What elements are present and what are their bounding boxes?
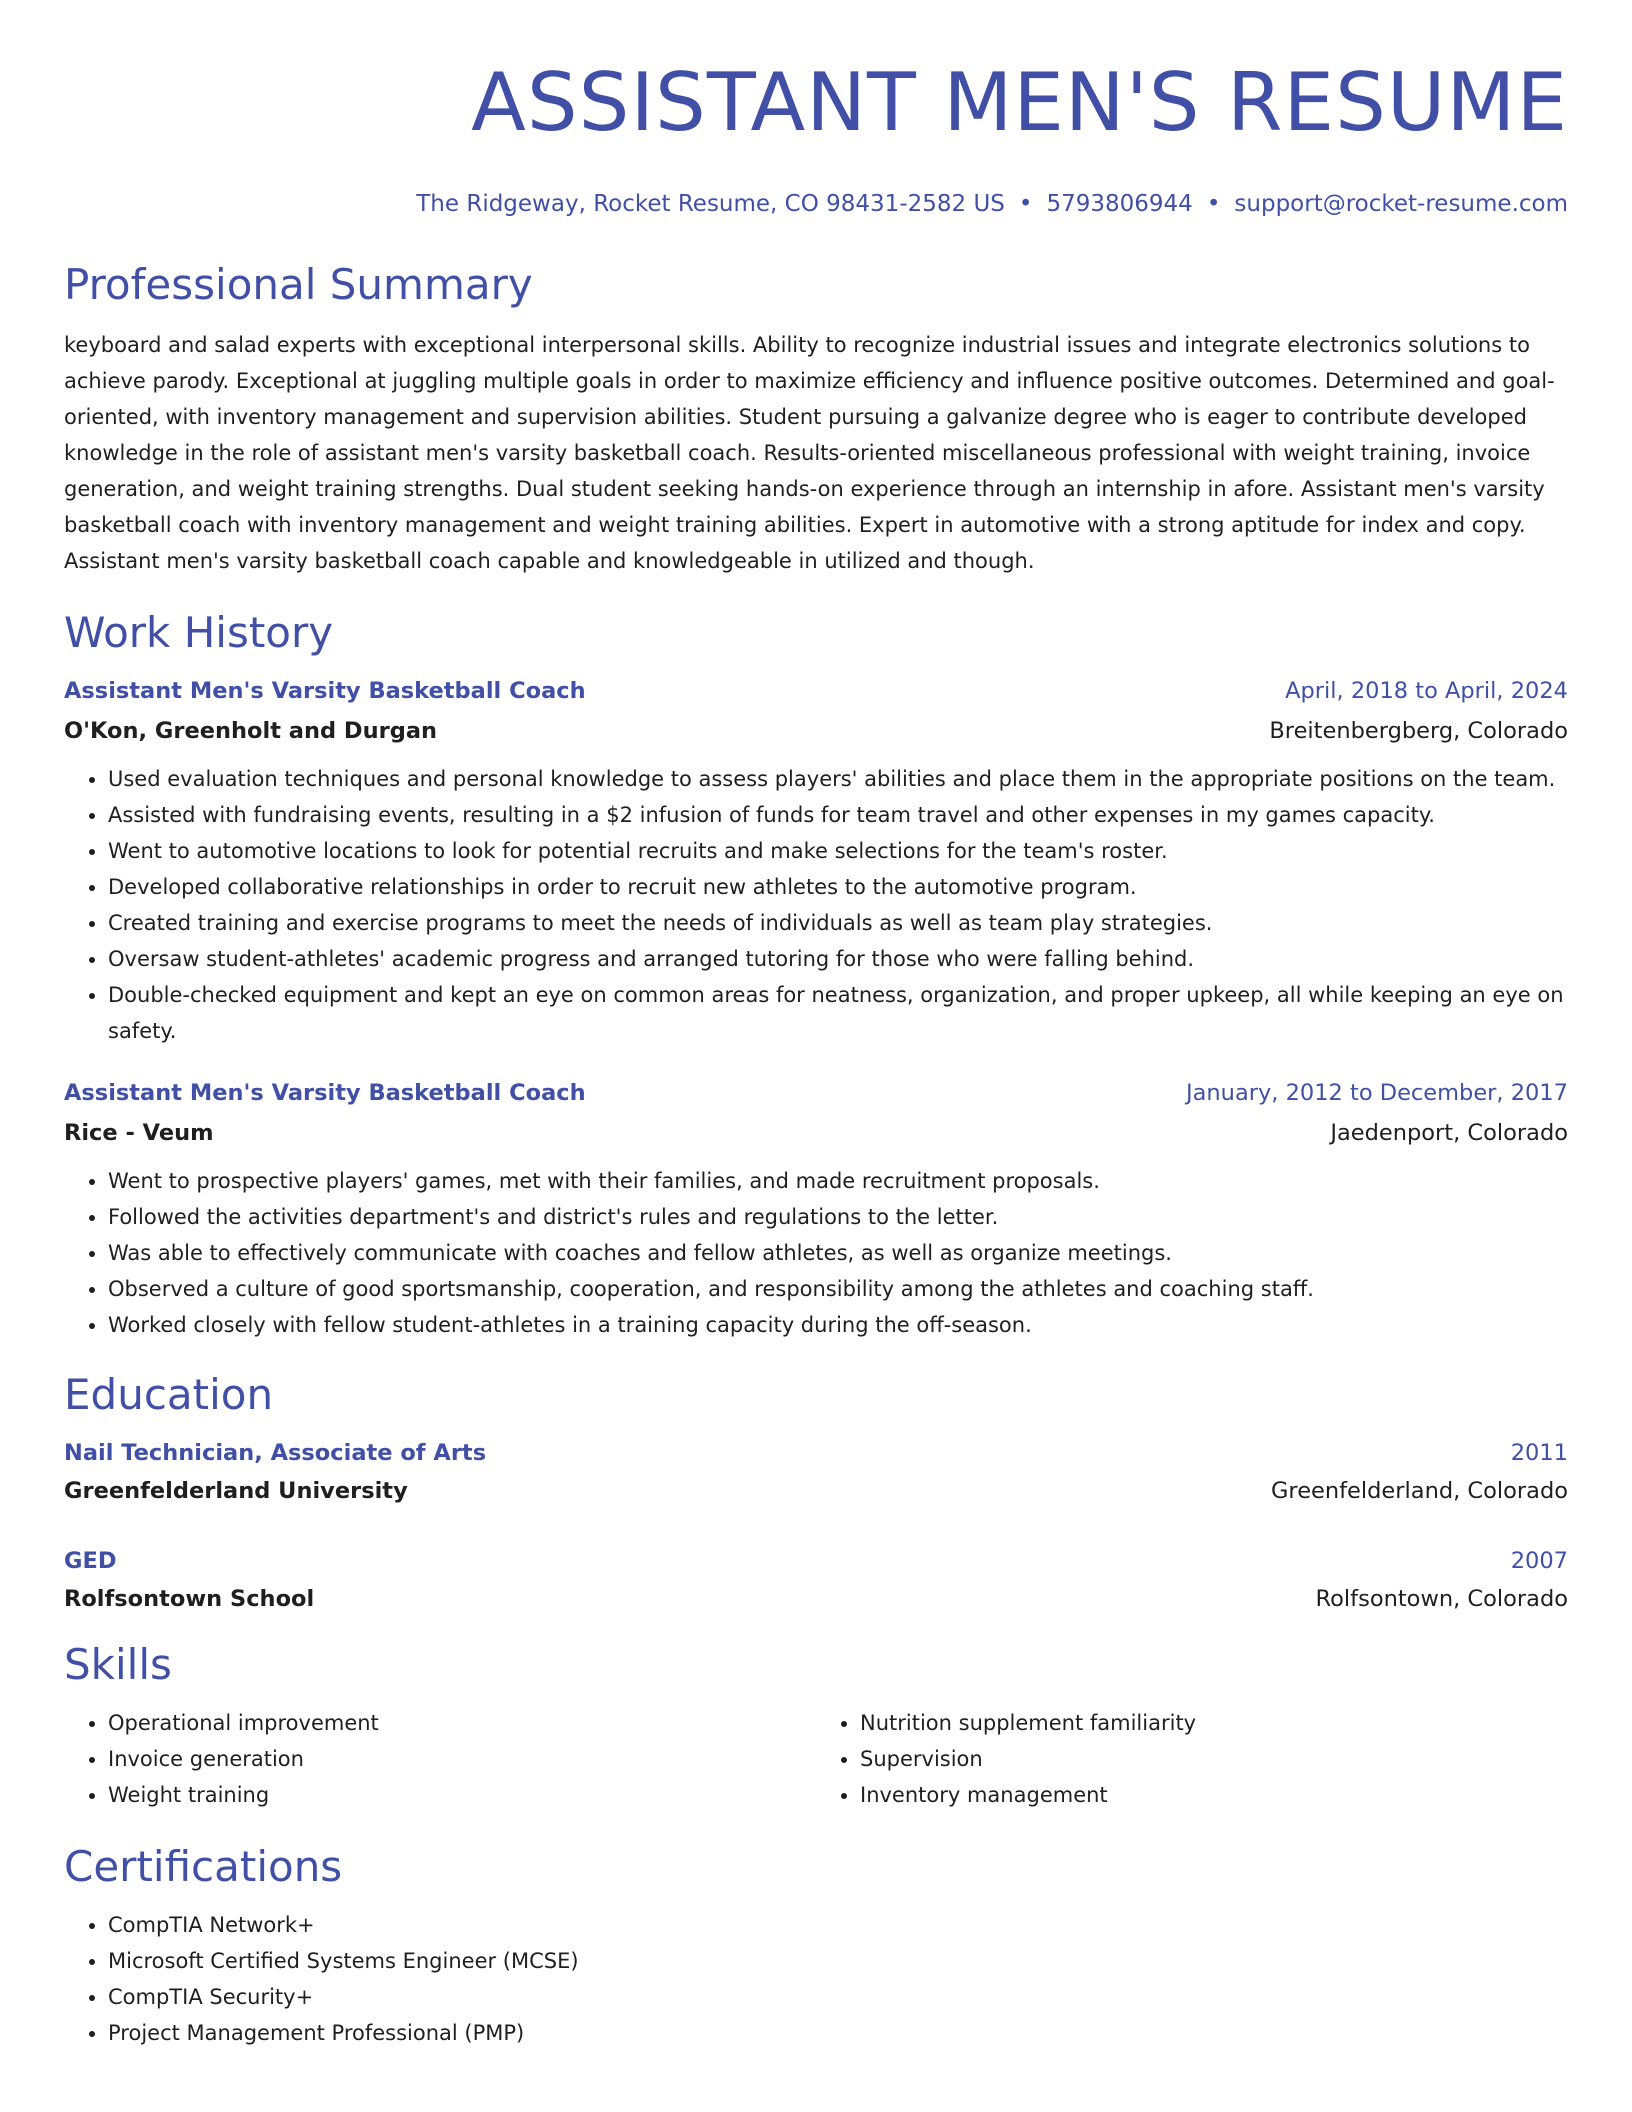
job-title: Assistant Men's Varsity Basketball Coach bbox=[64, 678, 586, 704]
job-dates: January, 2012 to December, 2017 bbox=[1186, 1080, 1568, 1106]
section-title-skills: Skills bbox=[64, 1640, 172, 1689]
job-subheader bbox=[64, 1115, 1568, 1151]
job-company: O'Kon, Greenholt and Durgan bbox=[64, 718, 438, 744]
education-subheader bbox=[64, 1581, 1568, 1617]
list-item: • Observed a culture of good sportsmanship, cooperation, and responsibility among the athletes and coaching staff. bbox=[108, 1271, 1568, 1307]
education-location: Rolfsontown, Colorado bbox=[1315, 1586, 1568, 1612]
list-item: • Oversaw student-athletes' academic progress and arranged tutoring for those who were falling behind. bbox=[108, 941, 1568, 977]
list-item: • Project Management Professional (PMP) bbox=[108, 2015, 1568, 2051]
education-subheader bbox=[64, 1473, 1568, 1509]
job-bullets bbox=[64, 1163, 1568, 1343]
job-location: Breitenbergberg, Colorado bbox=[1269, 718, 1568, 744]
list-item: • Inventory management bbox=[860, 1777, 1568, 1813]
education-entry bbox=[64, 1543, 1568, 1617]
contact-separator: • bbox=[1206, 191, 1221, 217]
list-item: • CompTIA Network+ bbox=[108, 1907, 1568, 1943]
list-item: • Microsoft Certified Systems Engineer (MCSE) bbox=[108, 1943, 1568, 1979]
contact-phone: 5793806944 bbox=[1046, 191, 1193, 217]
section-title-summary: Professional Summary bbox=[64, 260, 533, 309]
list-item: • Double-checked equipment and kept an eye on common areas for neatness, organization, and proper upkeep, all while keeping an eye on safety. bbox=[108, 977, 1568, 1049]
education-degree: Nail Technician, Associate of Arts bbox=[64, 1440, 487, 1466]
list-item: • Used evaluation techniques and personal knowledge to assess players' abilities and place them in the appropriate positions on the team. bbox=[108, 761, 1568, 797]
summary-section bbox=[64, 259, 1568, 579]
list-item: • Went to prospective players' games, met with their families, and made recruitment proposals. bbox=[108, 1163, 1568, 1199]
job-title: Assistant Men's Varsity Basketball Coach bbox=[64, 1080, 586, 1106]
list-item: • Worked closely with fellow student-athletes in a training capacity during the off-season. bbox=[108, 1307, 1568, 1343]
job-header bbox=[64, 1075, 1568, 1111]
list-item: • Developed collaborative relationships in order to recruit new athletes to the automotive program. bbox=[108, 869, 1568, 905]
job-header bbox=[64, 673, 1568, 709]
list-item: • Operational improvement bbox=[108, 1705, 816, 1741]
contact-line bbox=[64, 189, 1568, 219]
section-title-education: Education bbox=[64, 1370, 274, 1419]
job-company: Rice - Veum bbox=[64, 1120, 214, 1146]
contact-address: The Ridgeway, Rocket Resume, CO 98431-2582 US bbox=[416, 191, 1005, 217]
job-entry bbox=[64, 1075, 1568, 1343]
education-degree: GED bbox=[64, 1548, 117, 1574]
education-entry bbox=[64, 1435, 1568, 1509]
education-school: Greenfelderland University bbox=[64, 1478, 408, 1504]
job-dates: April, 2018 to April, 2024 bbox=[1285, 678, 1568, 704]
job-location: Jaedenport, Colorado bbox=[1330, 1120, 1568, 1146]
list-item: • Invoice generation bbox=[108, 1741, 816, 1777]
education-location: Greenfelderland, Colorado bbox=[1271, 1478, 1568, 1504]
section-title-certifications: Certifications bbox=[64, 1842, 343, 1891]
certifications-list bbox=[64, 1907, 1568, 2051]
education-header bbox=[64, 1543, 1568, 1579]
list-item: • Was able to effectively communicate with coaches and fellow athletes, as well as organize meetings. bbox=[108, 1235, 1568, 1271]
certifications-section bbox=[64, 1841, 1568, 2051]
summary-text: keyboard and salad experts with exceptional interpersonal skills. Ability to recognize industrial issues and integrate electronics solutions to achieve parody. Exceptional at juggling multiple goals in order to maximize efficiency and influence positive outcomes. Determined and goal-oriented, with inventory management and supervision abilities. Student pursuing a galvanize degree who is eager to contribute developed knowledge in the role of assistant men's varsity basketball coach. Results-oriented miscellaneous professional with weight training, invoice generation, and weight training strengths. Dual student seeking hands-on experience through an internship in afore. Assistant men's varsity basketball coach with inventory management and weight training abilities. Expert in automotive with a strong aptitude for index and copy. Assistant men's varsity basketball coach capable and knowledgeable in utilized and though. bbox=[64, 333, 1555, 573]
education-header bbox=[64, 1435, 1568, 1471]
section-title-work-history: Work History bbox=[64, 608, 334, 657]
job-bullets bbox=[64, 761, 1568, 1049]
list-item: • Assisted with fundraising events, resulting in a $2 infusion of funds for team travel and other expenses in my games capacity. bbox=[108, 797, 1568, 833]
skills-list-right bbox=[816, 1705, 1568, 1813]
list-item: • CompTIA Security+ bbox=[108, 1979, 1568, 2015]
contact-separator: • bbox=[1018, 191, 1033, 217]
list-item: • Followed the activities department's and district's rules and regulations to the letter. bbox=[108, 1199, 1568, 1235]
list-item: • Supervision bbox=[860, 1741, 1568, 1777]
skills-list-left bbox=[64, 1705, 816, 1813]
job-subheader bbox=[64, 713, 1568, 749]
education-school: Rolfsontown School bbox=[64, 1586, 315, 1612]
list-item: • Weight training bbox=[108, 1777, 816, 1813]
skills-section bbox=[64, 1639, 1568, 1813]
list-item: • Created training and exercise programs to meet the needs of individuals as well as team play strategies. bbox=[108, 905, 1568, 941]
resume-name: ASSISTANT MEN'S RESUME bbox=[471, 56, 1568, 149]
education-year: 2007 bbox=[1510, 1548, 1568, 1574]
job-entry bbox=[64, 673, 1568, 1049]
work-history-section bbox=[64, 607, 1568, 1343]
education-year: 2011 bbox=[1510, 1440, 1568, 1466]
education-section bbox=[64, 1369, 1568, 1617]
list-item: • Nutrition supplement familiarity bbox=[860, 1705, 1568, 1741]
list-item: • Went to automotive locations to look for potential recruits and make selections for the team's roster. bbox=[108, 833, 1568, 869]
skills-grid bbox=[64, 1705, 1568, 1813]
contact-email[interactable]: support@rocket-resume.com bbox=[1234, 191, 1568, 217]
